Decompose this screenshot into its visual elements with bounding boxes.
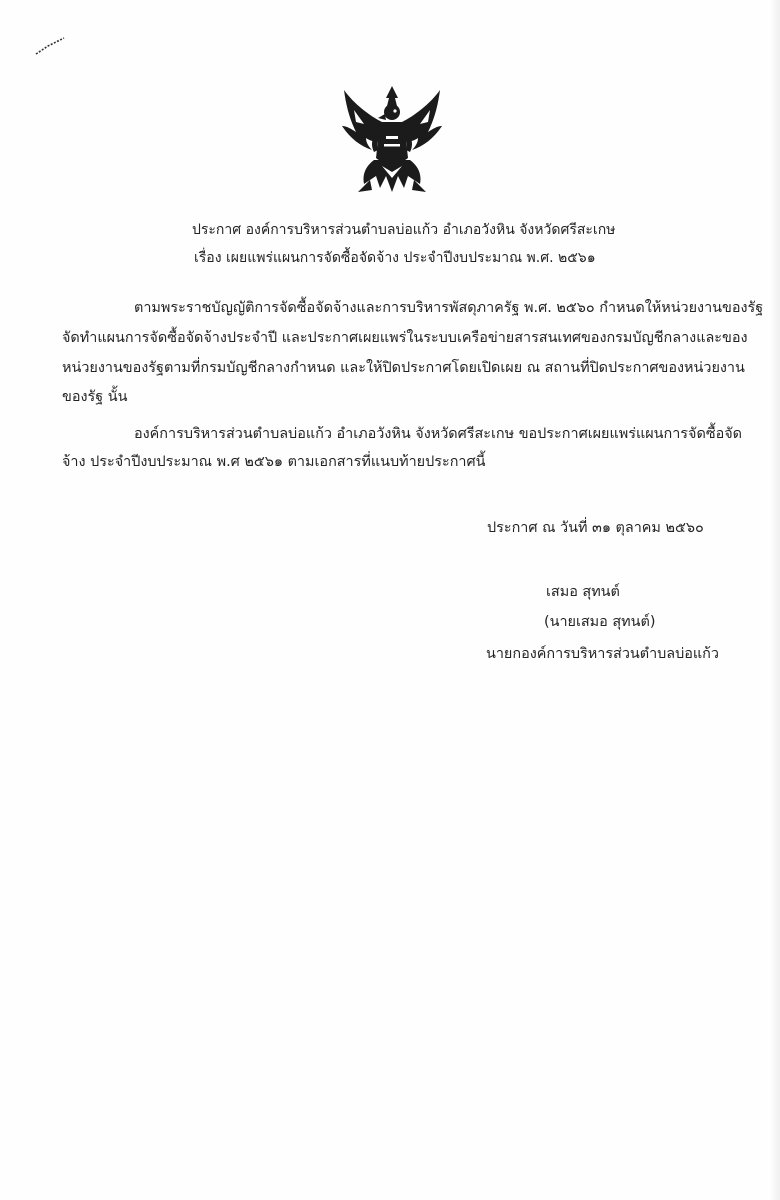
signature-name: เสมอ สุทนต์ <box>546 584 620 600</box>
body-line: ตามพระราชบัญญัติการจัดซื้อจัดจ้างและการบริหารพัสดุภาครัฐ พ.ศ. ๒๕๖๐ กำหนดให้หน่วยงานของรัฐ <box>134 300 764 316</box>
pen-mark-icon <box>34 36 66 56</box>
announcement-subject: เรื่อง เผยแพร่แผนการจัดซื้อจัดจ้าง ประจำปีงบประมาณ พ.ศ. ๒๕๖๑ <box>194 250 596 266</box>
announcement-title: ประกาศ องค์การบริหารส่วนตำบลบ่อแก้ว อำเภอวังหิน จังหวัดศรีสะเกษ <box>192 222 616 238</box>
body-line: จ้าง ประจำปีงบประมาณ พ.ศ ๒๕๖๑ ตามเอกสารที่แนบท้ายประกาศนี้ <box>62 454 486 470</box>
garuda-emblem-icon <box>336 80 448 198</box>
body-line: ของรัฐ นั้น <box>62 389 128 405</box>
signatory-full-name: (นายเสมอ สุทนต์) <box>544 614 656 630</box>
body-line: จัดทำแผนการจัดซื้อจัดจ้างประจำปี และประกาศเผยแพร่ในระบบเครือข่ายสารสนเทศของกรมบัญชีกลางและของ <box>62 330 748 346</box>
announcement-date: ประกาศ ณ วันที่ ๓๑ ตุลาคม ๒๕๖๐ <box>487 520 704 536</box>
signatory-position: นายกองค์การบริหารส่วนตำบลบ่อแก้ว <box>486 646 719 662</box>
body-line: หน่วยงานของรัฐตามที่กรมบัญชีกลางกำหนด และให้ปิดประกาศโดยเปิดเผย ณ สถานที่ปิดประกาศของหน่วยงาน <box>62 360 745 376</box>
body-line: องค์การบริหารส่วนตำบลบ่อแก้ว อำเภอวังหิน จังหวัดศรีสะเกษ ขอประกาศเผยแพร่แผนการจัดซื้อจัด <box>134 426 743 442</box>
page-edge-shadow <box>770 0 780 1200</box>
